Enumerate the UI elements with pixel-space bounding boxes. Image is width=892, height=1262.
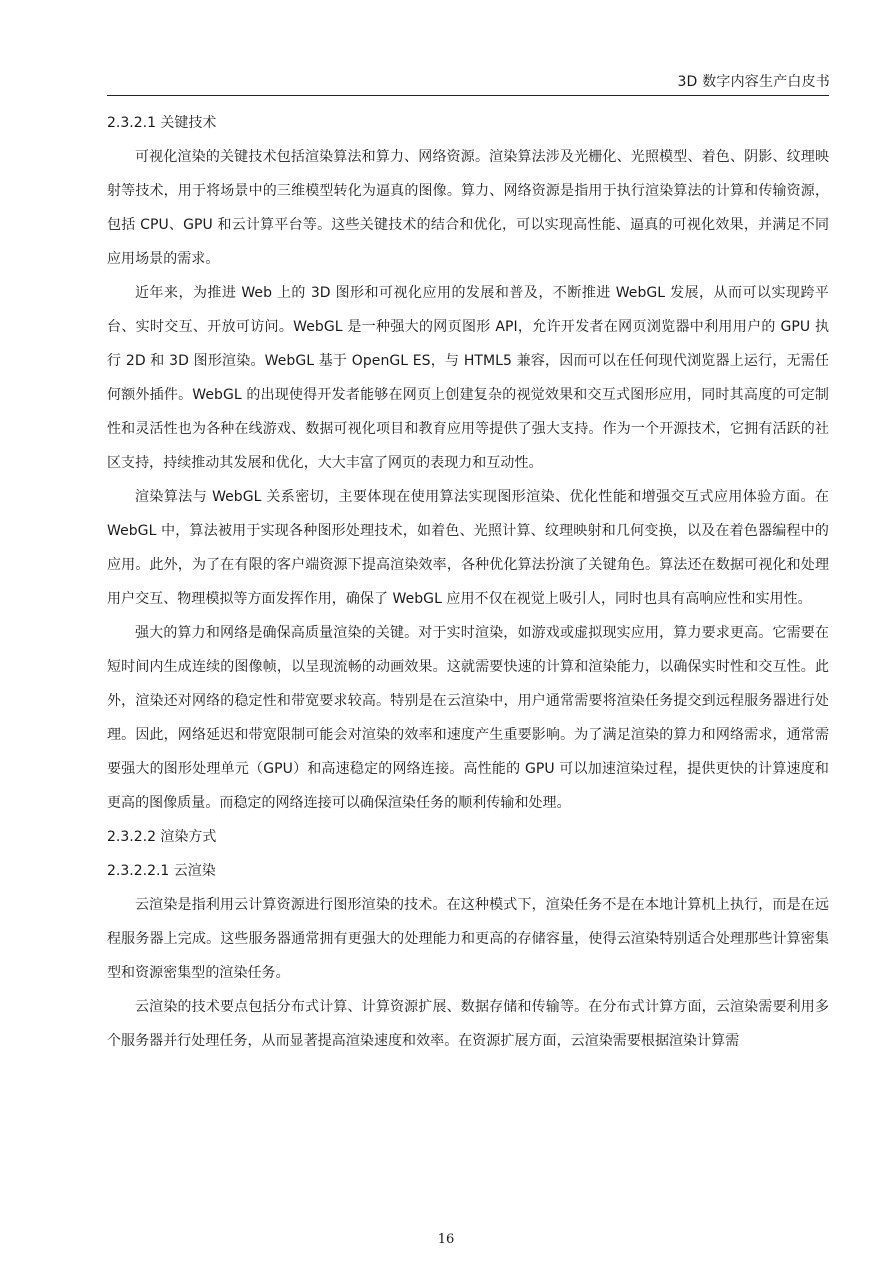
running-header-title: 3D 数字内容生产白皮书 <box>677 74 830 90</box>
section-heading-key-technologies: 2.3.2.1 关键技术 <box>107 115 217 131</box>
paragraph-key-technologies-intro: 可视化渲染的关键技术包括渲染算法和算力、网络资源。渲染算法涉及光栅化、光照模型、着色、阴影、纹理映射等技术，用于将场景中的三维模型转化为逼真的图像。算力、网络资源是指用于执行渲染算法的计算和传输资源，包括 CPU、GPU 和云计算平台等。这些关键技术的结合和优化，可以实现高性能、逼真的可视化效果，并满足不同应用场景的需求。 <box>107 149 829 267</box>
header-divider <box>107 95 829 96</box>
paragraph-cloud-rendering-key-points: 云渲染的技术要点包括分布式计算、计算资源扩展、数据存储和传输等。在分布式计算方面，云渲染需要利用多个服务器并行处理任务，从而显著提高渲染速度和效率。在资源扩展方面，云渲染需要根据渲染计算需 <box>107 999 829 1049</box>
paragraph-webgl-overview: 近年来，为推进 Web 上的 3D 图形和可视化应用的发展和普及，不断推进 WebGL 发展，从而可以实现跨平台、实时交互、开放可访问。WebGL 是一种强大的网页图形 API，允许开发者在网页浏览器中利用用户的 GPU 执行 2D 和 3D 图形渲染。WebGL 基于 OpenGL ES，与 HTML5 兼容，因而可以在任何现代浏览器上运行，无需任何额外插件。WebGL 的出现使得开发者能够在网页上创建复杂的视觉效果和交互式图形应用，同时其高度的可定制性和灵活性也为各种在线游戏、数据可视化项目和教育应用等提供了强大支持。作为一个开源技术，它拥有活跃的社区支持，持续推动其发展和优化，大大丰富了网页的表现力和互动性。 <box>107 285 829 471</box>
paragraph-compute-and-network: 强大的算力和网络是确保高质量渲染的关键。对于实时渲染，如游戏或虚拟现实应用，算力要求更高。它需要在短时间内生成连续的图像帧，以呈现流畅的动画效果。这就需要快速的计算和渲染能力，以确保实时性和交互性。此外，渲染还对网络的稳定性和带宽要求较高。特别是在云渲染中，用户通常需要将渲染任务提交到远程服务器进行处理。因此，网络延迟和带宽限制可能会对渲染的效率和速度产生重要影响。为了满足渲染的算力和网络需求，通常需要强大的图形处理单元（GPU）和高速稳定的网络连接。高性能的 GPU 可以加速渲染过程，提供更快的计算速度和更高的图像质量。而稳定的网络连接可以确保渲染任务的顺利传输和处理。 <box>107 625 829 811</box>
paragraph-algorithms-and-webgl: 渲染算法与 WebGL 关系密切，主要体现在使用算法实现图形渲染、优化性能和增强交互式应用体验方面。在 WebGL 中，算法被用于实现各种图形处理技术，如着色、光照计算、纹理映射和几何变换，以及在着色器编程中的应用。此外，为了在有限的客户端资源下提高渲染效率，各种优化算法扮演了关键角色。算法还在数据可视化和处理用户交互、物理模拟等方面发挥作用，确保了 WebGL 应用不仅在视觉上吸引人，同时也具有高响应性和实用性。 <box>107 489 829 607</box>
page-number: 16 <box>437 1232 455 1247</box>
paragraph-cloud-rendering-definition: 云渲染是指利用云计算资源进行图形渲染的技术。在这种模式下，渲染任务不是在本地计算机上执行，而是在远程服务器上完成。这些服务器通常拥有更强大的处理能力和更高的存储容量，使得云渲染特别适合处理那些计算密集型和资源密集型的渲染任务。 <box>107 897 829 981</box>
section-heading-cloud-rendering: 2.3.2.2.1 云渲染 <box>107 863 216 879</box>
page-body <box>107 106 829 1058</box>
section-heading-rendering-methods: 2.3.2.2 渲染方式 <box>107 829 217 845</box>
